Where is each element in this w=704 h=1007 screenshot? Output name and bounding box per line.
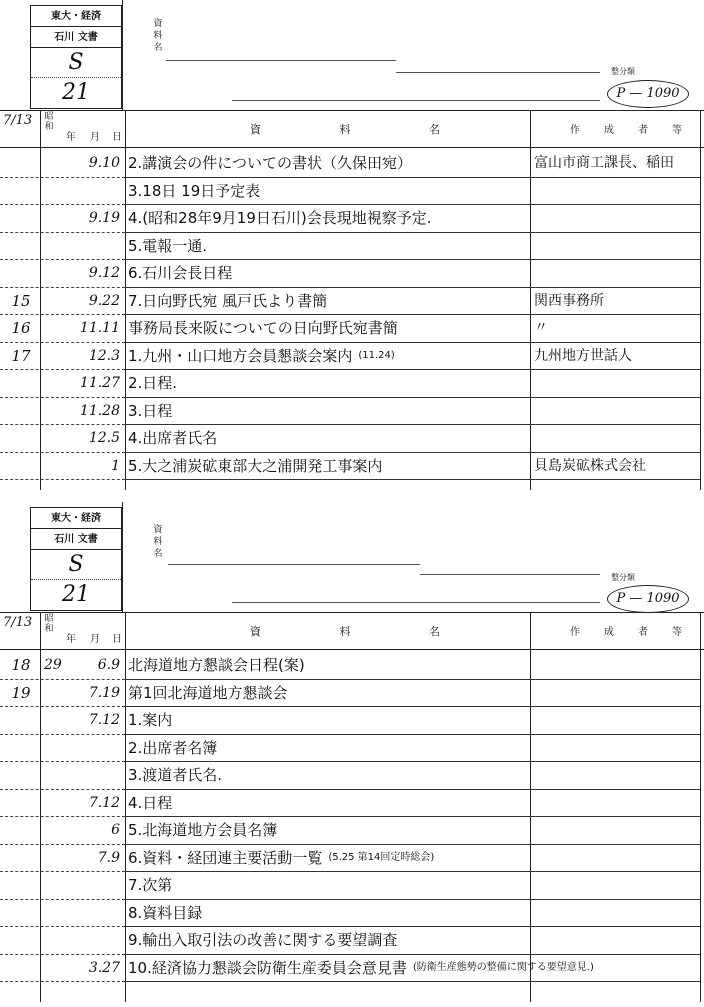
table-row: [0, 955, 704, 983]
material-title-cell: [128, 927, 397, 955]
material-title-cell: [128, 425, 217, 453]
material-title: 4.(昭和28年9月19日石川)会長現地視察予定.: [128, 209, 432, 227]
material-title-cell: [128, 872, 172, 900]
material-title: 7.日向野氏宛 風戸氏より書簡: [128, 291, 328, 310]
header-material-name: [250, 121, 440, 137]
header-author: [570, 121, 682, 136]
box-divider-line: [122, 502, 123, 612]
material-note: (5.25 第14回定時総会): [328, 852, 435, 863]
classification-code: P — 1090: [616, 86, 680, 101]
author-name: 関西事務所: [534, 292, 604, 309]
table-row: [0, 205, 704, 233]
material-name-label: [152, 524, 164, 560]
date-value: 9.10: [88, 155, 120, 171]
material-title-cell: [128, 652, 305, 680]
material-title-cell: [128, 315, 398, 343]
material-title-cell: [128, 790, 172, 818]
header-author-char: 等: [672, 627, 682, 638]
header-bottom-line: [0, 147, 704, 148]
material-title: 4.日程: [128, 793, 173, 812]
material-title: 3.日程: [128, 401, 173, 420]
date-value: 11.27: [79, 375, 120, 391]
header-era-char: 昭: [44, 112, 54, 122]
table-row: [0, 927, 704, 955]
box-divider-line: [122, 0, 123, 110]
material-title-cell: [128, 205, 432, 233]
header-month: 月: [90, 634, 100, 645]
entry-number: 18: [11, 656, 31, 674]
date-value: 11.11: [79, 320, 120, 336]
header-title-char: 名: [429, 123, 440, 136]
table-row: [0, 845, 704, 873]
header-author-char: 者: [638, 125, 648, 136]
material-title: 1.九州・山口地方会員懇談会案内: [128, 346, 353, 365]
header-author-char: 作: [570, 627, 580, 638]
table-row: [0, 872, 704, 900]
material-title: 9.輸出入取引法の改善に関する要望調査: [128, 931, 398, 949]
header-material-name: [250, 623, 440, 639]
header-bottom-line: [0, 649, 704, 650]
header-author-char: 成: [604, 125, 614, 136]
date-value: 3.27: [88, 959, 120, 976]
material-label-char: 料: [153, 31, 163, 41]
material-title-cell: [128, 178, 260, 206]
table-row: [0, 425, 704, 453]
table-row: [0, 178, 704, 206]
entry-number: 19: [11, 683, 31, 702]
table-row: [0, 652, 704, 680]
material-title: 6.資料・経団連主要活動一覧: [128, 848, 323, 867]
table-row: [0, 680, 704, 708]
header-day: 日: [112, 132, 122, 143]
date-value: 6.9: [97, 657, 120, 673]
material-title-cell: [128, 343, 395, 371]
material-name-line: [166, 60, 396, 61]
material-name-line: [232, 602, 600, 603]
table-row: [0, 707, 704, 735]
material-title: 2.日程.: [128, 374, 178, 392]
table-row: [0, 790, 704, 818]
material-note: (11.24): [358, 350, 395, 361]
date-value: 7.9: [97, 849, 120, 866]
series-number: 21: [62, 582, 90, 607]
material-title: 5.電報一通.: [128, 236, 208, 255]
date-value: 12.5: [88, 430, 120, 446]
author-name: 貝島炭砿株式会社: [534, 457, 646, 474]
material-title-cell: [128, 150, 412, 178]
header-author-char: 等: [672, 125, 682, 136]
date-value: 7.19: [88, 684, 120, 701]
material-title: 第1回北海道地方懇談会: [128, 683, 288, 702]
header-title-char: 資: [250, 625, 261, 638]
material-title-cell: [128, 370, 177, 398]
margin-note: 7/13: [3, 615, 33, 630]
header-era: [43, 614, 55, 634]
collection-label: 東大・経済: [31, 508, 121, 529]
material-title-cell: [128, 817, 277, 845]
date-value: 1: [111, 457, 120, 474]
material-title: 2.講演会の件についての書状（久保田宛）: [128, 154, 413, 172]
table-row: [0, 150, 704, 178]
series-number: 21: [62, 80, 90, 105]
material-name-line: [420, 574, 600, 575]
author-name: 九州地方世話人: [534, 347, 632, 364]
material-title: 8.資料目録: [128, 903, 203, 922]
classification-oval: [607, 80, 689, 108]
material-title-cell: [128, 955, 594, 983]
header-title-char: 名: [429, 625, 440, 638]
table-row: [0, 453, 704, 481]
material-title-cell: [128, 762, 222, 790]
date-value: 6: [111, 822, 120, 838]
material-title-cell: [128, 260, 232, 288]
material-title-cell: [128, 233, 207, 261]
material-title: 事務局長来阪についての日向野氏宛書簡: [128, 319, 398, 337]
entry-number: 15: [11, 291, 31, 310]
era-year: 29: [44, 657, 62, 673]
header-year: 年: [66, 132, 76, 143]
header-top-line: [0, 110, 704, 111]
material-title-cell: [128, 707, 172, 735]
material-title-cell: [128, 680, 288, 708]
table-row: [0, 900, 704, 928]
date-value: 7.12: [88, 794, 120, 811]
collection-label: 東大・経済: [31, 6, 121, 27]
header-author: [570, 623, 682, 638]
archive-form: [0, 502, 704, 1007]
header-era-char: 昭: [44, 614, 54, 624]
header-title-char: 料: [339, 123, 351, 136]
header-month: 月: [90, 132, 100, 143]
collection-id-box: [30, 5, 122, 109]
series-letter-cell: [31, 550, 121, 580]
header-author-char: 者: [638, 627, 648, 638]
table-row: [0, 233, 704, 261]
series-number-cell: [31, 78, 121, 108]
table-row: [0, 343, 704, 371]
material-title: 3.18日 19日予定表: [128, 181, 261, 200]
table-row: [0, 260, 704, 288]
material-note: (防衛生産態勢の整備に関する要望意見.): [412, 962, 594, 973]
header-author-char: 成: [604, 627, 614, 638]
table-row: [0, 315, 704, 343]
author-name: 富山市商工課長、稲田: [534, 155, 674, 171]
table-row: [0, 817, 704, 845]
material-name-line: [168, 564, 420, 565]
material-title-cell: [128, 288, 327, 316]
header-top-line: [0, 612, 704, 613]
header-era-char: 和: [44, 624, 54, 634]
collection-id-box: [30, 507, 122, 611]
author-name: 〃: [534, 320, 548, 336]
material-title: 4.出席者氏名: [128, 429, 218, 447]
entry-number: 16: [11, 319, 31, 337]
material-title: 5.大之浦炭砿東部大之浦開発工事案内: [128, 456, 383, 475]
material-label-char: 資: [153, 525, 163, 535]
series-letter: S: [68, 552, 84, 577]
material-title: 北海道地方懇談会日程(案): [128, 656, 305, 674]
header-title-char: 資: [250, 123, 261, 136]
entry-number: 17: [11, 346, 31, 365]
material-title: 1.案内: [128, 711, 173, 729]
series-number-cell: [31, 580, 121, 610]
date-value: 9.22: [88, 292, 120, 309]
margin-note: 7/13: [3, 113, 33, 128]
table-row: [0, 398, 704, 426]
material-title: 10.経済協力懇談会防衛生産委員会意見書: [128, 958, 407, 977]
collection-name: 石川 文書: [31, 27, 121, 48]
header-year: 年: [66, 634, 76, 645]
material-title: 5.北海道地方会員名簿: [128, 821, 278, 839]
date-value: 7.12: [88, 712, 120, 728]
header-era-char: 和: [44, 122, 54, 132]
series-letter: S: [68, 50, 84, 75]
collection-name: 石川 文書: [31, 529, 121, 550]
table-row: [0, 288, 704, 316]
material-label-char: 名: [153, 43, 163, 53]
material-title-cell: [128, 453, 382, 481]
header-title-char: 料: [339, 625, 351, 638]
date-value: 12.3: [88, 347, 120, 364]
classification-code: P — 1090: [616, 591, 680, 606]
date-value: 11.28: [79, 402, 120, 419]
header-era: [43, 112, 55, 132]
table-row: [0, 735, 704, 763]
material-title-cell: [128, 900, 202, 928]
archive-form: [0, 0, 704, 500]
classification-oval: [607, 585, 689, 613]
material-title: 7.次第: [128, 876, 173, 894]
table-row: [0, 370, 704, 398]
date-value: 9.19: [88, 210, 120, 226]
material-label-char: 料: [153, 537, 163, 547]
material-title: 6.石川会長日程: [128, 264, 233, 282]
header-day: 日: [112, 634, 122, 645]
classification-label: 整分類: [611, 573, 635, 582]
material-label-char: 名: [153, 549, 163, 559]
material-title: 3.渡道者氏名.: [128, 766, 223, 784]
material-title: 2.出席者名簿: [128, 738, 218, 757]
material-name-line: [396, 72, 600, 73]
date-value: 9.12: [88, 265, 120, 281]
material-label-char: 資: [153, 19, 163, 29]
header-author-char: 作: [570, 125, 580, 136]
classification-label: 整分類: [611, 67, 635, 76]
material-title-cell: [128, 398, 172, 426]
material-title-cell: [128, 845, 434, 873]
material-name-line: [232, 100, 600, 101]
material-title-cell: [128, 735, 217, 763]
material-name-label: [152, 18, 164, 54]
table-row: [0, 762, 704, 790]
series-letter-cell: [31, 48, 121, 78]
